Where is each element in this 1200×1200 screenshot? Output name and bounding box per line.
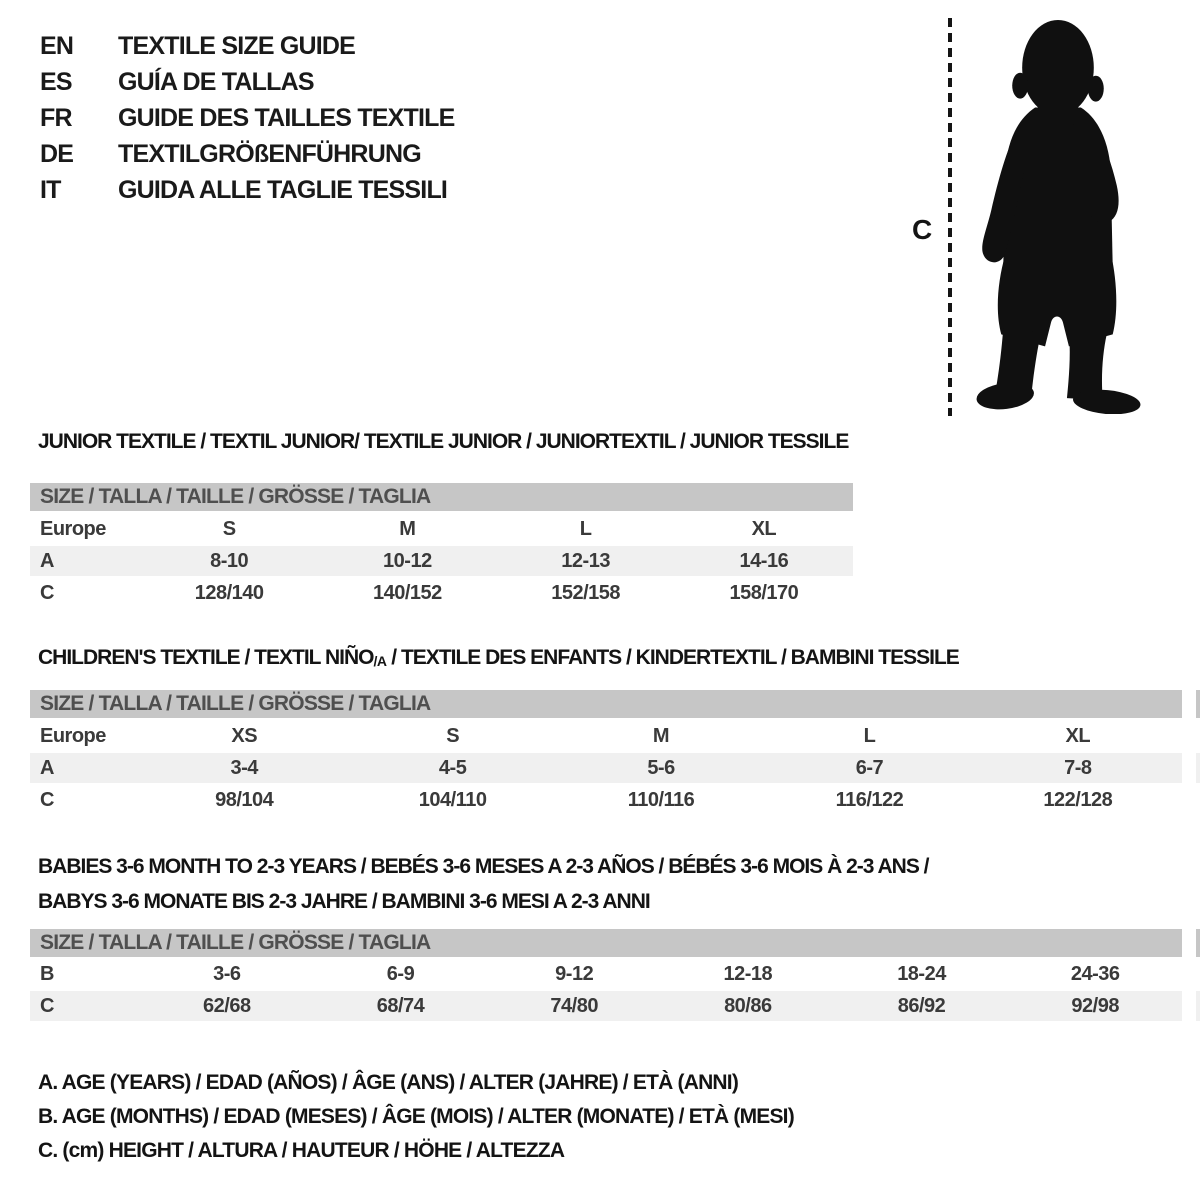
table-cell: 110/116 xyxy=(627,788,695,811)
row-label: A xyxy=(40,549,54,572)
language-title: TEXTILE SIZE GUIDE xyxy=(118,31,356,60)
language-code: DE xyxy=(40,139,74,168)
table-cell: 7-8 xyxy=(1064,756,1092,779)
babies-title-line2: BABYS 3-6 MONATE BIS 2-3 JAHRE / BAMBINI 3-6 MESI A 2-3 ANNI xyxy=(38,890,650,913)
language-code: EN xyxy=(40,31,74,60)
language-row-de xyxy=(40,136,455,172)
children-title-main: CHILDREN'S TEXTILE / TEXTIL NIÑO xyxy=(38,646,374,669)
figure-height-label: C xyxy=(912,214,933,245)
table-cell: 3-4 xyxy=(230,756,258,779)
table-cell: 24-36 xyxy=(1070,962,1120,985)
legend-line-b: B. AGE (MONTHS) / EDAD (MESES) / ÂGE (MOIS) / ALTER (MONATE) / ETÀ (MESI) xyxy=(38,1105,794,1128)
table-cell: 152/158 xyxy=(551,581,621,604)
column-header: XS xyxy=(231,724,258,747)
table-cell: 6-9 xyxy=(386,962,415,985)
language-title: GUIDA ALLE TAGLIE TESSILI xyxy=(118,175,448,204)
table-cell: 18-24 xyxy=(897,962,946,985)
language-title: GUÍA DE TALLAS xyxy=(118,67,314,96)
column-header: L xyxy=(579,517,592,540)
legend-line-a: A. AGE (YEARS) / EDAD (AÑOS) / ÂGE (ANS) / ALTER (JAHRE) / ETÀ (ANNI) xyxy=(38,1071,739,1094)
language-title: GUIDE DES TAILLES TEXTILE xyxy=(118,103,455,132)
height-dashed-line xyxy=(948,18,952,416)
table-cell: 4-5 xyxy=(438,756,467,779)
column-header: M xyxy=(652,724,670,747)
table-cell: 158/170 xyxy=(729,581,799,604)
table-cell: 116/122 xyxy=(835,788,904,811)
language-row-it xyxy=(40,172,455,208)
language-code: ES xyxy=(40,67,72,96)
edge-sliver-bar xyxy=(1196,929,1200,957)
table-cell: 80/86 xyxy=(724,994,772,1017)
column-header: Europe xyxy=(40,517,106,540)
table-cell: 3-6 xyxy=(213,962,241,985)
row-label: B xyxy=(40,962,54,985)
table-cell: 9-12 xyxy=(555,962,594,985)
table-cell: 68/74 xyxy=(376,994,425,1017)
row-label: C xyxy=(40,788,54,811)
column-header: Europe xyxy=(40,724,106,747)
edge-sliver-row xyxy=(1196,991,1200,1021)
table-cell: 86/92 xyxy=(897,994,946,1017)
table-row xyxy=(30,753,1182,783)
babies-title-line1: BABIES 3-6 MONTH TO 2-3 YEARS / BEBÉS 3-6 MESES A 2-3 AÑOS / BÉBÉS 3-6 MOIS À 2-3 ANS / xyxy=(38,855,929,878)
column-header: M xyxy=(399,517,416,540)
table-cell: 140/152 xyxy=(372,581,442,604)
edge-sliver-bar xyxy=(1196,690,1200,718)
language-title-list xyxy=(40,28,455,208)
table-cell: 122/128 xyxy=(1043,788,1113,811)
children-size-bar: SIZE / TALLA / TAILLE / GRÖSSE / TAGLIA xyxy=(30,690,1182,718)
language-row-fr xyxy=(40,100,455,136)
column-header: L xyxy=(863,724,876,747)
language-code: FR xyxy=(40,103,72,132)
edge-sliver-row xyxy=(1196,753,1200,783)
row-label: A xyxy=(40,756,54,779)
table-cell: 98/104 xyxy=(215,788,274,811)
babies-section-title xyxy=(38,849,929,919)
table-cell: 104/110 xyxy=(418,788,487,811)
toddler-silhouette xyxy=(965,16,1145,414)
table-cell: 10-12 xyxy=(383,549,432,572)
table-cell: 6-7 xyxy=(855,756,884,779)
junior-size-bar: SIZE / TALLA / TAILLE / GRÖSSE / TAGLIA xyxy=(30,483,853,511)
language-title: TEXTILGRÖßENFÜHRUNG xyxy=(118,139,421,168)
measure-legend xyxy=(38,1066,794,1168)
column-header: XL xyxy=(1065,724,1091,747)
row-label: C xyxy=(40,994,54,1017)
language-row-en xyxy=(40,28,455,64)
column-header: S xyxy=(446,724,460,747)
children-section-title xyxy=(38,646,959,670)
column-header: S xyxy=(222,517,236,540)
children-header-row xyxy=(30,721,1182,751)
table-row xyxy=(30,991,1182,1021)
junior-section-title: JUNIOR TEXTILE / TEXTIL JUNIOR/ TEXTILE JUNIOR / JUNIORTEXTIL / JUNIOR TESSILE xyxy=(38,430,849,453)
language-code: IT xyxy=(40,175,61,204)
babies-size-bar: SIZE / TALLA / TAILLE / GRÖSSE / TAGLIA xyxy=(30,929,1182,957)
children-title-rest: / TEXTILE DES ENFANTS / KINDERTEXTIL / BAMBINI TESSILE xyxy=(386,646,959,669)
table-cell: 74/80 xyxy=(550,994,598,1017)
junior-header-row xyxy=(30,514,853,544)
language-row-es xyxy=(40,64,455,100)
table-cell: 12-18 xyxy=(723,962,773,985)
legend-line-c: C. (cm) HEIGHT / ALTURA / HAUTEUR / HÖHE / ALTEZZA xyxy=(38,1139,565,1162)
table-cell: 5-6 xyxy=(647,756,675,779)
table-cell: 12-13 xyxy=(561,549,610,572)
table-cell: 128/140 xyxy=(194,581,264,604)
table-cell: 8-10 xyxy=(210,549,249,572)
table-cell: 62/68 xyxy=(203,994,251,1017)
table-row xyxy=(30,959,1182,989)
row-label: C xyxy=(40,581,54,604)
table-row xyxy=(30,578,853,608)
table-row xyxy=(30,785,1182,815)
children-title-subscript: /A xyxy=(373,653,387,669)
table-cell: 92/98 xyxy=(1071,994,1119,1017)
table-row xyxy=(30,546,853,576)
table-cell: 14-16 xyxy=(739,549,789,572)
column-header: XL xyxy=(751,517,777,540)
